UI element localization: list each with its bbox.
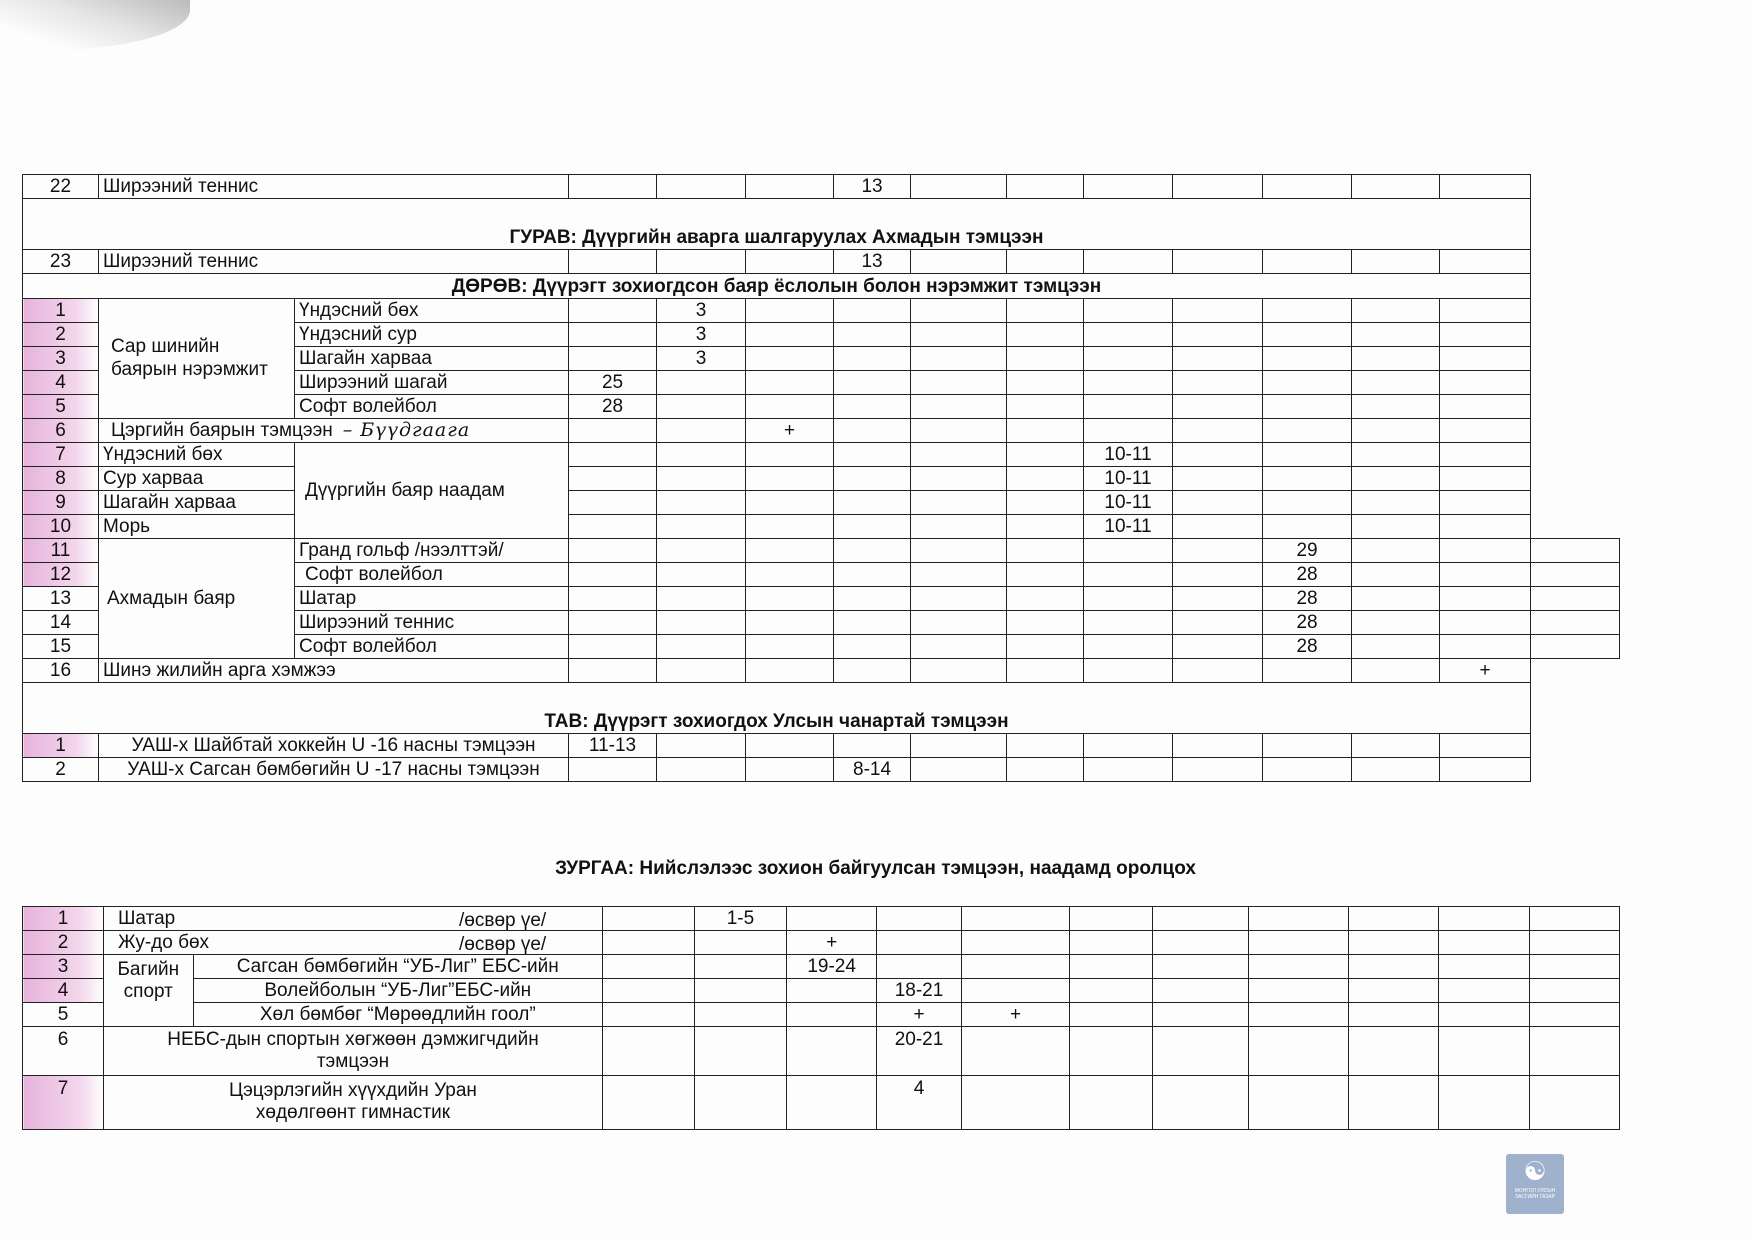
month-cell: +	[962, 1003, 1070, 1027]
month-cell: 13	[834, 175, 911, 199]
row-number: 4	[23, 371, 99, 395]
month-cell: 28	[1263, 587, 1352, 611]
table-row	[23, 931, 1620, 955]
section-header	[23, 683, 1620, 734]
month-cell: 8-14	[834, 758, 911, 782]
scan-shadow	[0, 0, 190, 50]
row-number: 12	[23, 563, 99, 587]
row-number: 13	[23, 587, 99, 611]
event-name: Сагсан бөмбөгийн “УБ-Лиг” ЕБС-ийн	[193, 955, 602, 979]
row-number: 6	[23, 1027, 104, 1076]
event-name: Үндэсний бөх	[295, 299, 569, 323]
event-name: Хөл бөмбөг “Мөрөөдлийн гоол”	[193, 1003, 602, 1027]
event-name: Софт волейбол	[295, 395, 569, 419]
event-name: УАШ-х Сагсан бөмбөгийн U -17 насны тэмцээн	[99, 758, 569, 782]
row-number: 4	[23, 979, 104, 1003]
row-number: 7	[23, 1075, 104, 1129]
month-cell: 10-11	[1084, 467, 1173, 491]
event-name: НЕБС-дын спортын хөгжөөн дэмжигчдийн тэмцээн	[104, 1027, 603, 1076]
event-name: Шагайн харваа	[295, 347, 569, 371]
row-number: 14	[23, 611, 99, 635]
month-cell: 3	[657, 299, 746, 323]
month-cell: 1-5	[694, 907, 787, 931]
table-row	[23, 515, 1620, 539]
row-number: 3	[23, 955, 104, 979]
event-name	[104, 907, 603, 931]
event-name	[99, 419, 569, 443]
month-cell: 10-11	[1084, 491, 1173, 515]
row-number: 5	[23, 1003, 104, 1027]
table-row	[23, 1003, 1620, 1027]
table-row	[23, 443, 1620, 467]
month-cell: +	[746, 419, 834, 443]
month-cell: 28	[1263, 563, 1352, 587]
schedule-table-main	[22, 174, 1620, 782]
table-row	[23, 659, 1620, 683]
row-number: 5	[23, 395, 99, 419]
month-cell: +	[876, 1003, 961, 1027]
month-cell: 28	[1263, 611, 1352, 635]
group-label: Багийн спорт	[104, 955, 194, 1027]
month-cell: 25	[569, 371, 657, 395]
month-cell: 3	[657, 347, 746, 371]
age-group: /өсвөр үе/	[459, 910, 547, 931]
event-name: Ширээний шагай	[295, 371, 569, 395]
month-cell: 3	[657, 323, 746, 347]
event-name: Ширээний теннис	[295, 611, 569, 635]
table-row	[23, 419, 1620, 443]
month-cell: 28	[569, 395, 657, 419]
table-row	[23, 467, 1620, 491]
table-row	[23, 1075, 1620, 1129]
month-cell: 11-13	[569, 734, 657, 758]
month-cell: 20-21	[876, 1027, 961, 1076]
table-row	[23, 250, 1620, 274]
row-number: 11	[23, 539, 99, 563]
section-title: ЗУРГАА: Нийслэлээс зохион байгуулсан тэмцээн, наадамд оролцох	[555, 858, 1196, 879]
event-name-text: Шатар	[118, 908, 176, 929]
group-label: Сар шинийн баярын нэрэмжит	[99, 299, 295, 419]
event-name: Шагайн харваа	[99, 491, 295, 515]
row-number: 1	[23, 907, 104, 931]
event-name: Ширээний теннис	[99, 175, 569, 199]
table-row	[23, 734, 1620, 758]
month-cell: 29	[1263, 539, 1352, 563]
schedule-table-secondary	[22, 906, 1620, 1130]
row-number: 15	[23, 635, 99, 659]
event-name-text: Цэргийн баярын тэмцээн	[111, 420, 333, 441]
row-number: 1	[23, 734, 99, 758]
event-name: Үндэсний сур	[295, 323, 569, 347]
row-number: 2	[23, 323, 99, 347]
row-number: 9	[23, 491, 99, 515]
month-cell: 13	[834, 250, 911, 274]
table-row	[23, 1027, 1620, 1076]
table-row	[23, 491, 1620, 515]
handwritten-note: – Бүүдгаага	[342, 419, 471, 441]
month-cell: 4	[876, 1075, 961, 1129]
row-number: 22	[23, 175, 99, 199]
event-name: УАШ-х Шайбтай хоккейн U -16 насны тэмцээн	[99, 734, 569, 758]
event-name: Сур харваа	[99, 467, 295, 491]
table-row	[23, 979, 1620, 1003]
row-number: 7	[23, 443, 99, 467]
row-number: 23	[23, 250, 99, 274]
month-cell: 18-21	[876, 979, 961, 1003]
month-cell: 19-24	[787, 955, 877, 979]
event-name: Софт волейбол	[295, 635, 569, 659]
month-cell: 10-11	[1084, 515, 1173, 539]
row-number: 10	[23, 515, 99, 539]
table-row	[23, 758, 1620, 782]
table-row	[23, 907, 1620, 931]
soyombo-emblem-icon: ☯ МОНГОЛ УЛСЫН ЗАСГИЙН ГАЗАР	[1506, 1154, 1564, 1214]
event-name-text: Жу-до бөх	[118, 932, 210, 953]
event-name: Ширээний теннис	[99, 250, 569, 274]
month-cell: 28	[1263, 635, 1352, 659]
age-group: /өсвөр үе/	[459, 934, 547, 955]
table-row	[23, 955, 1620, 979]
month-cell: +	[787, 931, 877, 955]
month-cell: 10-11	[1084, 443, 1173, 467]
group-label: Дүүргийн баяр наадам	[295, 443, 569, 539]
section-header	[23, 199, 1620, 250]
row-number: 16	[23, 659, 99, 683]
row-number: 2	[23, 758, 99, 782]
event-name: Морь	[99, 515, 295, 539]
emblem-text: МОНГОЛ УЛСЫН ЗАСГИЙН ГАЗАР	[1514, 1188, 1556, 1200]
event-name: Цэцэрлэгийн хүүхдийн Уран хөдөлгөөнт гимнастик	[104, 1075, 603, 1129]
event-name: Үндэсний бөх	[99, 443, 295, 467]
section-header	[23, 274, 1620, 299]
event-name: Шатар	[295, 587, 569, 611]
month-cell: +	[1440, 659, 1531, 683]
event-name: Шинэ жилийн арга хэмжээ	[99, 659, 569, 683]
event-name: Волейболын “УБ-Лиг”ЕБС-ийн	[193, 979, 602, 1003]
row-number: 6	[23, 419, 99, 443]
table-row	[23, 299, 1620, 323]
row-number: 8	[23, 467, 99, 491]
group-label: Ахмадын баяр	[99, 539, 295, 659]
section-title: ТАВ: Дүүрэгт зохиогдох Улсын чанартай тэмцээн	[23, 683, 1531, 734]
section-title: ДӨРӨВ: Дүүрэгт зохиогдсон баяр ёслолын болон нэрэмжит тэмцээн	[23, 274, 1531, 299]
event-name: Гранд гольф /нээлттэй/	[295, 539, 569, 563]
row-number: 3	[23, 347, 99, 371]
event-name: Софт волейбол	[295, 563, 569, 587]
row-number: 2	[23, 931, 104, 955]
row-number: 1	[23, 299, 99, 323]
table-row	[23, 175, 1620, 199]
table-row	[23, 539, 1620, 563]
section-title: ГУРАВ: Дүүргийн аварга шалгаруулах Ахмадын тэмцээн	[23, 199, 1531, 250]
event-name	[104, 931, 603, 955]
